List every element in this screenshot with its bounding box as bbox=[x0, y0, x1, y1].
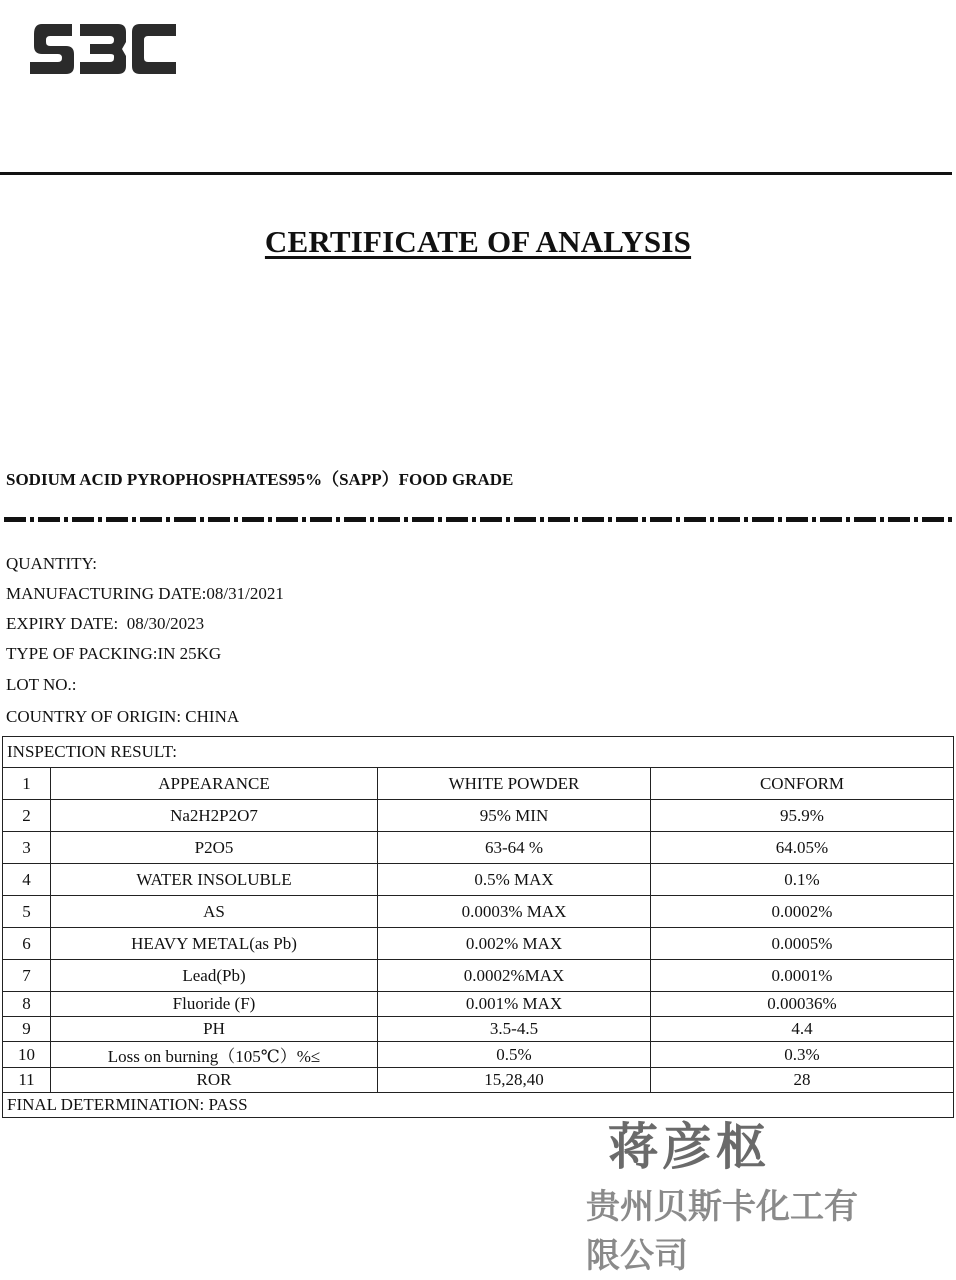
packing-field: TYPE OF PACKING:IN 25KG bbox=[6, 644, 222, 663]
result-value: 0.1% bbox=[651, 864, 954, 896]
result-value: CONFORM bbox=[651, 768, 954, 800]
table-row bbox=[3, 832, 954, 864]
result-value: 0.3% bbox=[651, 1042, 954, 1068]
row-number: 6 bbox=[3, 928, 51, 960]
test-item: WATER INSOLUBLE bbox=[51, 864, 378, 896]
test-item: PH bbox=[51, 1017, 378, 1042]
result-value: 95.9% bbox=[651, 800, 954, 832]
result-value: 0.00036% bbox=[651, 992, 954, 1017]
table-row bbox=[3, 800, 954, 832]
table-row bbox=[3, 1017, 954, 1042]
company-stamp: 贵州贝斯卡化工有限公司 bbox=[586, 1187, 858, 1276]
test-item: Lead(Pb) bbox=[51, 960, 378, 992]
document-title: CERTIFICATE OF ANALYSIS bbox=[264, 224, 692, 259]
row-number: 4 bbox=[3, 864, 51, 896]
standard-value: 0.5% MAX bbox=[378, 864, 651, 896]
inspection-header-row bbox=[3, 737, 954, 768]
result-value: 0.0001% bbox=[651, 960, 954, 992]
expiry-date-field: EXPIRY DATE: 08/30/2023 bbox=[6, 614, 205, 633]
standard-value: 0.002% MAX bbox=[378, 928, 651, 960]
signature-stamp bbox=[586, 1105, 866, 1276]
standard-value: 63-64 % bbox=[378, 832, 651, 864]
table-row bbox=[3, 928, 954, 960]
inspection-result-label: INSPECTION RESULT: bbox=[3, 737, 954, 768]
table-row bbox=[3, 768, 954, 800]
final-determination: FINAL DETERMINATION: PASS bbox=[3, 1093, 954, 1118]
signature-name: 蒋彦枢 bbox=[608, 1117, 770, 1176]
row-number: 2 bbox=[3, 800, 51, 832]
row-number: 9 bbox=[3, 1017, 51, 1042]
standard-value: 0.0003% MAX bbox=[378, 896, 651, 928]
standard-value: 0.5% bbox=[378, 1042, 651, 1068]
sbc-logo bbox=[28, 20, 178, 78]
table-row bbox=[3, 960, 954, 992]
result-value: 0.0002% bbox=[651, 896, 954, 928]
lot-number-field: LOT NO.: bbox=[6, 675, 77, 694]
quantity-field: QUANTITY: bbox=[6, 554, 97, 573]
standard-value: 0.0002%MAX bbox=[378, 960, 651, 992]
table-row bbox=[3, 992, 954, 1017]
result-value: 64.05% bbox=[651, 832, 954, 864]
test-item: ROR bbox=[51, 1068, 378, 1093]
row-number: 10 bbox=[3, 1042, 51, 1068]
test-item: P2O5 bbox=[51, 832, 378, 864]
result-value: 4.4 bbox=[651, 1017, 954, 1042]
row-number: 5 bbox=[3, 896, 51, 928]
row-number: 3 bbox=[3, 832, 51, 864]
table-row bbox=[3, 1068, 954, 1093]
standard-value: WHITE POWDER bbox=[378, 768, 651, 800]
table-row bbox=[3, 896, 954, 928]
test-item: Na2H2P2O7 bbox=[51, 800, 378, 832]
row-number: 11 bbox=[3, 1068, 51, 1093]
standard-value: 15,28,40 bbox=[378, 1068, 651, 1093]
result-value: 28 bbox=[651, 1068, 954, 1093]
standard-value: 95% MIN bbox=[378, 800, 651, 832]
result-value: 0.0005% bbox=[651, 928, 954, 960]
header-divider bbox=[0, 172, 952, 175]
table-row bbox=[3, 864, 954, 896]
inspection-table bbox=[2, 736, 954, 1118]
row-number: 1 bbox=[3, 768, 51, 800]
table-row bbox=[3, 1042, 954, 1068]
country-of-origin-field: COUNTRY OF ORIGIN: CHINA bbox=[6, 707, 240, 726]
standard-value: 3.5-4.5 bbox=[378, 1017, 651, 1042]
test-item: Fluoride (F) bbox=[51, 992, 378, 1017]
test-item: HEAVY METAL(as Pb) bbox=[51, 928, 378, 960]
dashed-divider bbox=[4, 517, 952, 522]
standard-value: 0.001% MAX bbox=[378, 992, 651, 1017]
row-number: 7 bbox=[3, 960, 51, 992]
test-item: APPEARANCE bbox=[51, 768, 378, 800]
row-number: 8 bbox=[3, 992, 51, 1017]
manufacturing-date-field: MANUFACTURING DATE:08/31/2021 bbox=[6, 584, 284, 603]
test-item: AS bbox=[51, 896, 378, 928]
test-item: Loss on burning（105℃）%≤ bbox=[51, 1042, 378, 1068]
product-name: SODIUM ACID PYROPHOSPHATES95%（SAPP）FOOD GRADE bbox=[6, 470, 514, 489]
